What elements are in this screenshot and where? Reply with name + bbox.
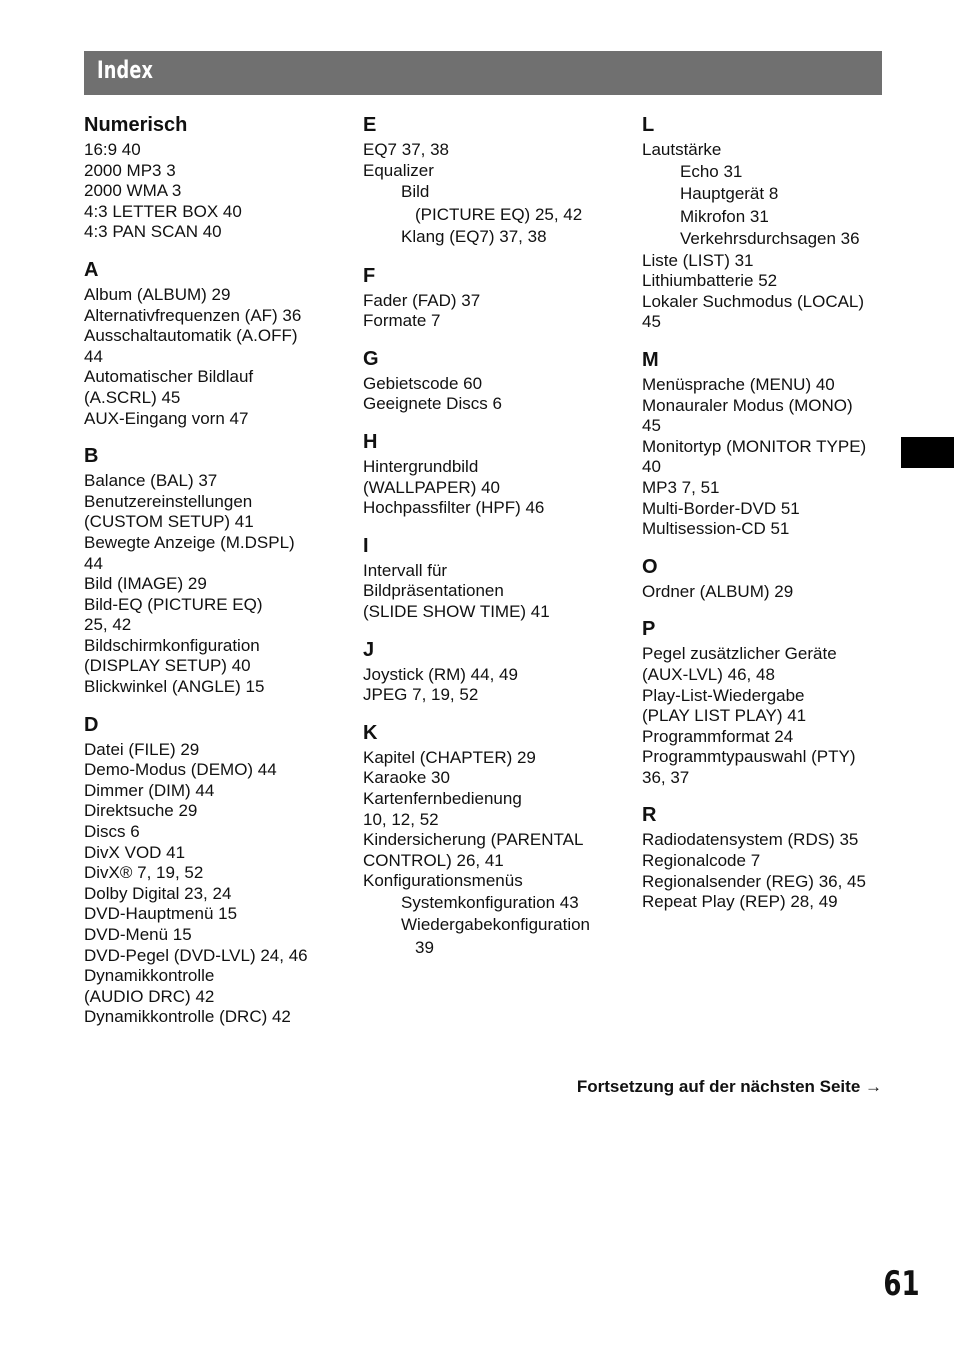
index-entry: (AUDIO DRC) 42 <box>84 986 215 1006</box>
index-entry: 2000 MP3 3 <box>84 160 176 180</box>
index-entry: Dynamikkontrolle (DRC) 42 <box>84 1007 291 1027</box>
index-header-bar <box>84 51 882 95</box>
index-section <box>84 713 329 1028</box>
index-entry: AUX-Eingang vorn 47 <box>84 408 249 428</box>
index-entry: Repeat Play (REP) 28, 49 <box>642 892 838 912</box>
index-entry: 44 <box>84 553 103 573</box>
index-section <box>363 347 608 415</box>
index-column-3 <box>642 113 887 928</box>
index-section <box>363 534 608 623</box>
index-entry: Blickwinkel (ANGLE) 15 <box>84 677 265 697</box>
index-entry: (AUX-LVL) 46, 48 <box>642 664 775 684</box>
index-entry: Monitortyp (MONITOR TYPE) <box>642 436 867 456</box>
index-entry: Pegel zusätzlicher Geräte <box>642 644 837 664</box>
index-entry: Dynamikkontrolle <box>84 966 215 986</box>
index-entry: Kindersicherung (PARENTAL <box>363 830 584 850</box>
index-section <box>363 264 608 332</box>
index-entry: DVD-Hauptmenü 15 <box>84 904 238 924</box>
index-section <box>363 638 608 706</box>
index-entry: Formate 7 <box>363 311 441 331</box>
index-entry: Karaoke 30 <box>363 768 450 788</box>
section-heading: F <box>363 264 376 287</box>
index-subentry: 39 <box>415 937 434 957</box>
index-entry: Multisession-CD 51 <box>642 519 790 539</box>
index-entry: 2000 WMA 3 <box>84 181 182 201</box>
index-entry: (CUSTOM SETUP) 41 <box>84 512 254 532</box>
page-title: Index <box>97 56 154 84</box>
index-entry: Discs 6 <box>84 822 140 842</box>
index-entry: Dolby Digital 23, 24 <box>84 883 232 903</box>
index-entry: Bildpräsentationen <box>363 581 504 601</box>
index-section <box>642 555 887 603</box>
index-entry: Direktsuche 29 <box>84 801 198 821</box>
index-entry: JPEG 7, 19, 52 <box>363 685 479 705</box>
index-entry: 45 <box>642 416 661 436</box>
index-entry: Multi-Border-DVD 51 <box>642 498 800 518</box>
index-subentry: Verkehrsdurchsagen 36 <box>680 229 860 249</box>
index-column-1 <box>84 113 329 1043</box>
index-entry: CONTROL) 26, 41 <box>363 850 504 870</box>
index-entry: 10, 12, 52 <box>363 809 439 829</box>
index-entry: 36, 37 <box>642 767 690 787</box>
index-entry: DVD-Menü 15 <box>84 925 192 944</box>
index-entry: 44 <box>84 346 103 366</box>
index-entry: Equalizer <box>363 160 434 180</box>
section-heading: R <box>642 804 657 827</box>
index-section <box>84 113 329 243</box>
index-entry: Kapitel (CHAPTER) 29 <box>363 747 536 767</box>
index-subentry: Echo 31 <box>680 161 743 181</box>
index-subentry: Hauptgerät 8 <box>680 184 779 204</box>
index-entry: DivX VOD 41 <box>84 842 186 862</box>
index-entry: Play-List-Wiedergabe <box>642 685 805 705</box>
index-section <box>642 348 887 540</box>
page-number: 61 <box>883 1264 920 1304</box>
index-entry: Dimmer (DIM) 44 <box>84 780 215 800</box>
index-entry: Bewegte Anzeige (M.DSPL) <box>84 532 295 552</box>
index-entry: Hochpassfilter (HPF) 46 <box>363 498 545 518</box>
index-entry: (PLAY LIST PLAY) 41 <box>642 706 807 726</box>
index-section <box>84 258 329 429</box>
section-heading: I <box>363 534 369 557</box>
index-entry: Balance (BAL) 37 <box>84 471 218 491</box>
index-entry: Bildschirmkonfiguration <box>84 635 260 655</box>
index-entry: Album (ALBUM) 29 <box>84 284 231 304</box>
index-entry: 40 <box>642 457 661 477</box>
section-heading: O <box>642 555 658 578</box>
index-section <box>642 113 887 333</box>
index-entry: MP3 7, 51 <box>642 477 720 497</box>
index-subentry: Mikrofon 31 <box>680 206 769 226</box>
index-entry: Programmformat 24 <box>642 726 794 746</box>
index-entry: Benutzereinstellungen <box>84 491 253 511</box>
section-heading: M <box>642 348 659 371</box>
section-heading: E <box>363 114 377 136</box>
index-entry: 4:3 PAN SCAN 40 <box>84 222 222 242</box>
index-entry: Lithiumbatterie 52 <box>642 271 778 291</box>
index-entry: Geeignete Discs 6 <box>363 394 502 414</box>
index-entry: Bild-EQ (PICTURE EQ) <box>84 594 263 614</box>
index-entry: (A.SCRL) 45 <box>84 387 181 407</box>
section-heading: D <box>84 713 99 736</box>
index-subentry: Systemkonfiguration 43 <box>401 892 579 912</box>
continuation-note: Fortsetzung auf der nächsten Seite → <box>576 1077 882 1096</box>
section-heading: B <box>84 445 99 468</box>
section-heading: P <box>642 618 656 641</box>
index-entry: DVD-Pegel (DVD-LVL) 24, 46 <box>84 945 308 965</box>
index-entry: 45 <box>642 312 661 332</box>
index-entry: Monauraler Modus (MONO) <box>642 395 853 415</box>
index-entry: Konfigurationsmenüs <box>363 871 523 891</box>
index-entry: Gebietscode 60 <box>363 373 483 393</box>
index-entry: Ordner (ALBUM) 29 <box>642 581 794 601</box>
index-subentry: Klang (EQ7) 37, 38 <box>401 227 547 247</box>
index-entry: Regionalsender (REG) 36, 45 <box>642 871 866 891</box>
index-section <box>642 617 887 788</box>
index-entry: Automatischer Bildlauf <box>84 367 254 387</box>
index-entry: (SLIDE SHOW TIME) 41 <box>363 602 550 622</box>
section-tab-marker <box>901 437 954 468</box>
index-entry: (WALLPAPER) 40 <box>363 477 500 497</box>
index-entry: Regionalcode 7 <box>642 851 761 871</box>
index-entry: Intervall für <box>363 560 448 580</box>
index-entry: Radiodatensystem (RDS) 35 <box>642 830 859 850</box>
index-entry: Ausschaltautomatik (A.OFF) <box>84 326 298 346</box>
index-entry: Bild (IMAGE) 29 <box>84 574 207 594</box>
index-subentry: Wiedergabekonfiguration <box>401 915 591 935</box>
index-section <box>363 721 608 960</box>
index-entry: (DISPLAY SETUP) 40 <box>84 656 251 676</box>
index-entry: Hintergrundbild <box>363 457 479 477</box>
section-heading: G <box>363 347 379 370</box>
section-heading: K <box>363 721 378 744</box>
index-entry: Lautstärke <box>642 140 722 159</box>
index-entry: Programmtypauswahl (PTY) <box>642 747 856 767</box>
index-entry: Fader (FAD) 37 <box>363 290 481 310</box>
index-entry: DivX® 7, 19, 52 <box>84 863 204 883</box>
index-section <box>363 113 608 249</box>
index-entry: Datei (FILE) 29 <box>84 739 200 759</box>
index-section <box>84 444 329 698</box>
index-entry: Alternativfrequenzen (AF) 36 <box>84 305 302 325</box>
section-heading: A <box>84 258 99 281</box>
index-entry: 25, 42 <box>84 615 132 635</box>
index-entry: Kartenfernbedienung <box>363 789 522 808</box>
index-entry: 16:9 40 <box>84 140 141 159</box>
section-heading: J <box>363 638 375 661</box>
index-column-2 <box>363 113 608 974</box>
section-heading: Numerisch <box>84 114 188 136</box>
index-entry: EQ7 37, 38 <box>363 140 450 159</box>
index-entry: Liste (LIST) 31 <box>642 250 754 270</box>
index-entry: Lokaler Suchmodus (LOCAL) <box>642 291 865 311</box>
index-entry: Menüsprache (MENU) 40 <box>642 374 835 394</box>
index-subentry: Bild <box>401 182 430 202</box>
index-entry: Demo-Modus (DEMO) 44 <box>84 760 277 780</box>
section-heading: L <box>642 114 655 136</box>
index-section <box>363 430 608 519</box>
index-subentry: (PICTURE EQ) 25, 42 <box>415 204 583 224</box>
index-section <box>642 803 887 912</box>
index-entry: Joystick (RM) 44, 49 <box>363 664 518 684</box>
section-heading: H <box>363 431 378 454</box>
index-entry: 4:3 LETTER BOX 40 <box>84 201 242 221</box>
